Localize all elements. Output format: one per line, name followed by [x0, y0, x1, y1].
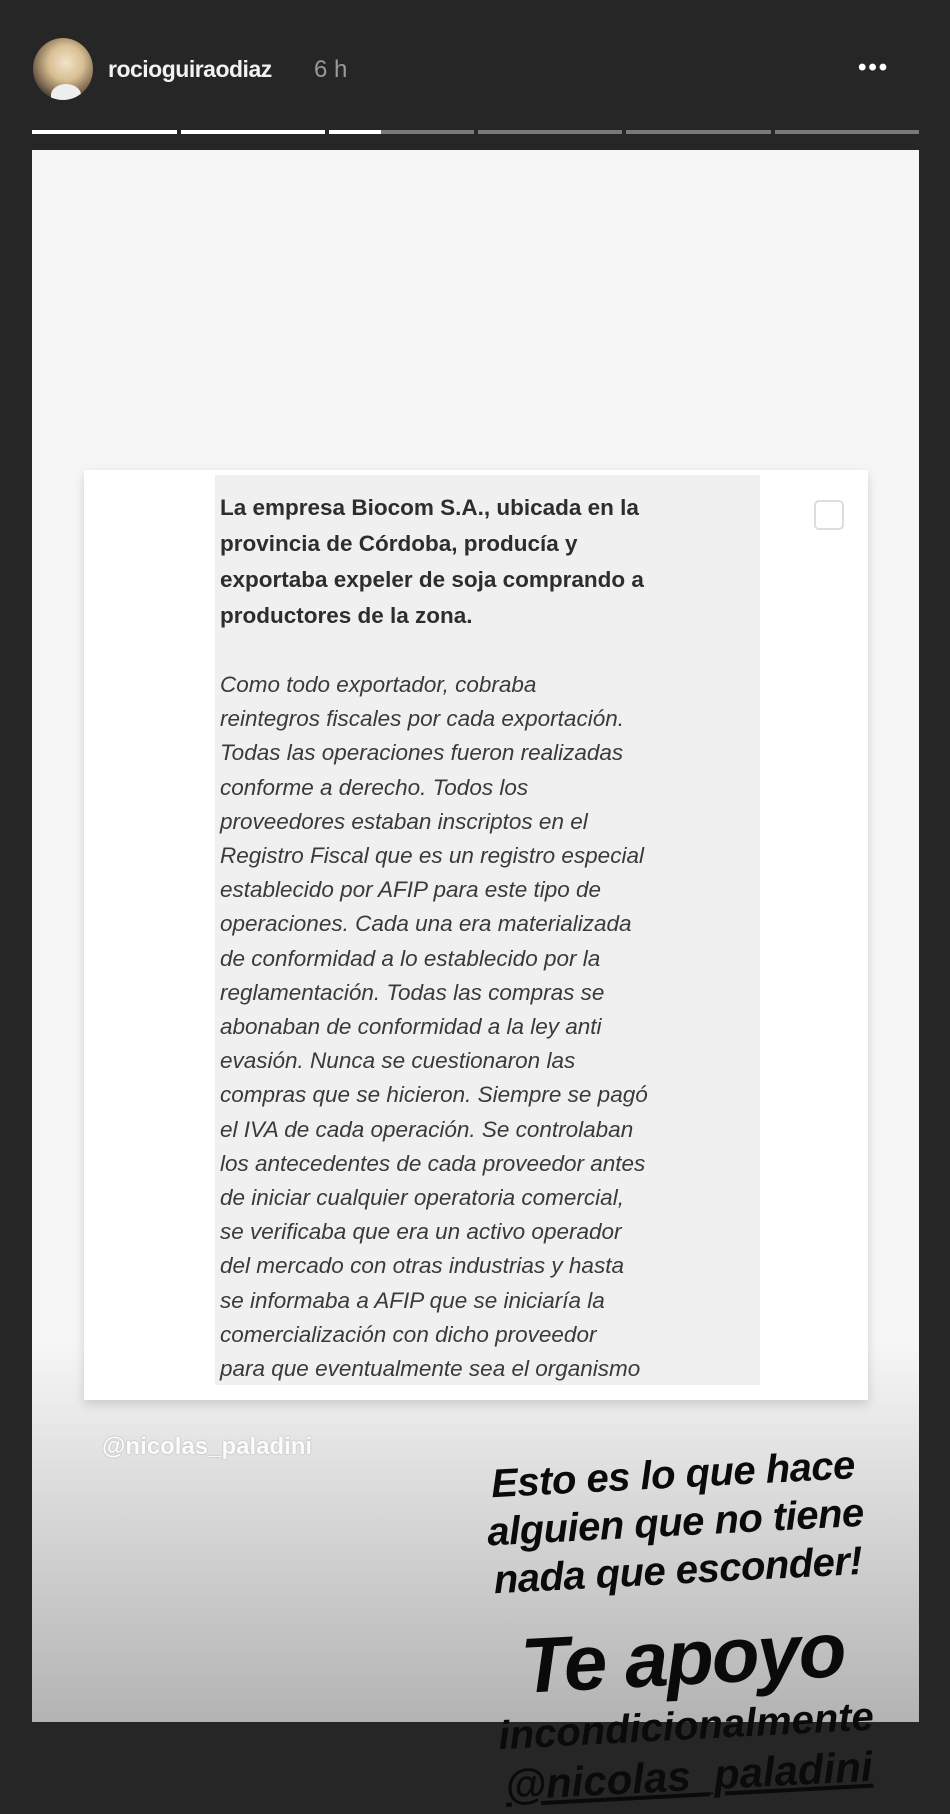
progress-segment: [32, 130, 177, 134]
text-line: del mercado con otras industrias y hasta: [220, 1253, 624, 1279]
text-line: comercialización con dicho proveedor: [220, 1321, 597, 1347]
caption-headline: Te apoyo: [518, 1605, 847, 1710]
text-line: exportaba expeler de soja comprando a: [220, 567, 644, 592]
text-line: establecido por AFIP para este tipo de: [220, 877, 602, 903]
post-time: 6 h: [314, 56, 348, 83]
caption-line: nada que esconder!: [492, 1538, 864, 1603]
progress-fill: [32, 130, 177, 134]
text-line: abonaban de conformidad a la ley anti: [220, 1014, 602, 1040]
text-line: reintegros fiscales por cada exportación.: [220, 706, 624, 732]
text-line: de conformidad a lo establecido por la: [220, 945, 601, 971]
text-line: conforme a derecho. Todos los: [220, 774, 529, 800]
username[interactable]: rocioguiraodiaz: [108, 56, 272, 82]
text-line: La empresa Biocom S.A., ubicada en la: [220, 495, 639, 520]
story-caption: [457, 1439, 905, 1813]
checkbox-icon: [814, 500, 844, 530]
progress-segment: [329, 130, 474, 134]
caption-line: alguien que no tiene: [486, 1490, 865, 1555]
progress-segment: [626, 130, 771, 134]
progress-segment: [181, 130, 326, 134]
text-line: provincia de Córdoba, producía y: [220, 531, 578, 556]
document-text: [220, 490, 740, 1386]
text-line: de iniciar cualquier operatoria comercial,: [220, 1185, 624, 1211]
progress-fill: [329, 130, 381, 134]
text-line: evasión. Nunca se cuestionaron las: [220, 1048, 576, 1074]
text-line: Como todo exportador, cobraba: [220, 672, 537, 697]
caption-line: Esto es lo que hace: [490, 1443, 856, 1507]
text-line: proveedores estaban inscriptos en el: [220, 808, 588, 834]
story-content[interactable]: [32, 150, 919, 1809]
mention-link[interactable]: @nicolas_paladini: [503, 1742, 874, 1809]
text-line: Todas las operaciones fueron realizadas: [220, 740, 624, 766]
text-line: para que eventualmente sea el organismo: [220, 1356, 641, 1382]
avatar[interactable]: [33, 38, 93, 100]
progress-segment: [775, 130, 920, 134]
text-line: se informaba a AFIP que se iniciaría la: [220, 1287, 605, 1313]
text-line: compras que se hicieron. Siempre se pagó: [220, 1082, 648, 1108]
ellipsis-icon[interactable]: •••: [858, 54, 890, 81]
story-progress: [32, 130, 919, 134]
text-line: los antecedentes de cada proveedor antes: [220, 1150, 646, 1176]
text-line: el IVA de cada operación. Se controlaban: [220, 1116, 634, 1142]
watermark-mention: @nicolas_paladini: [102, 1433, 313, 1460]
progress-segment: [478, 130, 623, 134]
text-line: se verificaba que era un activo operador: [220, 1219, 622, 1245]
text-line: operaciones. Cada una era materializada: [220, 911, 632, 937]
text-line: reglamentación. Todas las compras se: [220, 979, 605, 1005]
text-line: Registro Fiscal que es un registro especial: [220, 843, 644, 869]
progress-fill: [181, 130, 326, 134]
text-line: productores de la zona.: [220, 603, 473, 628]
caption-line: incondicionalmente: [497, 1694, 875, 1759]
